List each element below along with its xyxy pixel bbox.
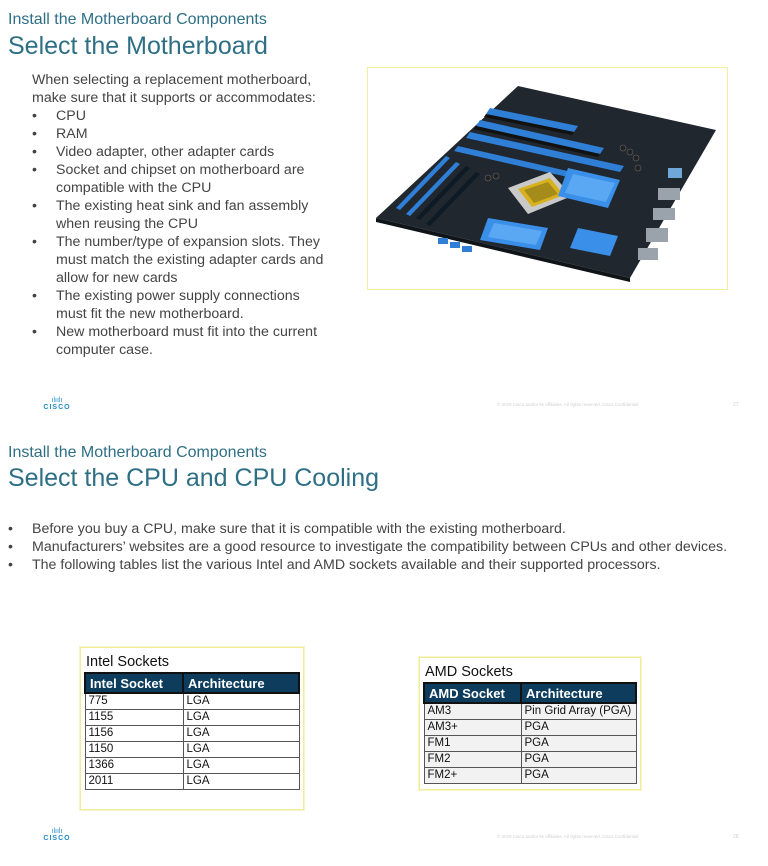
table-cell: FM1 xyxy=(424,735,521,751)
list-item: • RAM xyxy=(32,125,332,143)
list-item: • Before you buy a CPU, make sure that it is compatible with the existing motherboard. xyxy=(8,520,728,538)
amd-sockets-table xyxy=(419,657,641,790)
table-cell: LGA xyxy=(183,709,299,725)
table-row xyxy=(85,693,299,709)
table-cell: 1366 xyxy=(85,757,183,773)
table-header-row xyxy=(85,673,299,693)
copyright-text: © 2016 Cisco and/or its affiliates. All rights reserved. Cisco Confidential xyxy=(497,402,639,407)
cisco-bars-icon: ılıılı xyxy=(51,828,63,835)
bullet-list xyxy=(32,107,332,359)
table-cell: LGA xyxy=(183,693,299,709)
slide-kicker: Install the Motherboard Components xyxy=(8,444,267,461)
intel-sockets-table xyxy=(80,647,304,810)
slide-body xyxy=(32,71,332,359)
table-row xyxy=(424,751,636,767)
table-cell: AM3 xyxy=(424,703,521,719)
column-header: Intel Socket xyxy=(85,673,183,693)
table-row xyxy=(85,773,299,789)
table-row xyxy=(424,703,636,719)
table-header-row xyxy=(424,683,636,703)
table-title: AMD Sockets xyxy=(425,664,513,680)
amd-table xyxy=(423,682,637,784)
intel-table xyxy=(84,672,300,790)
table-cell: 775 xyxy=(85,693,183,709)
table-cell: AM3+ xyxy=(424,719,521,735)
slide-title: Select the Motherboard xyxy=(8,32,268,60)
table-cell: FM2+ xyxy=(424,767,521,783)
list-item: • New motherboard must fit into the current computer case. xyxy=(32,323,332,359)
cisco-wordmark: CISCO xyxy=(43,404,71,411)
list-item: • Socket and chipset on motherboard are compatible with the CPU xyxy=(32,161,332,197)
table-cell: LGA xyxy=(183,773,299,789)
list-item: • The following tables list the various Intel and AMD sockets available and their supported processors. xyxy=(8,556,728,574)
list-item: • The existing heat sink and fan assembly when reusing the CPU xyxy=(32,197,332,233)
list-item: • CPU xyxy=(32,107,332,125)
slide-title: Select the CPU and CPU Cooling xyxy=(8,464,380,492)
page-number: 28 xyxy=(733,834,739,840)
copyright-text: © 2016 Cisco and/or its affiliates. All rights reserved. Cisco Confidential xyxy=(497,834,639,839)
slide-select-motherboard xyxy=(0,0,768,432)
table-row xyxy=(85,725,299,741)
table-cell: PGA xyxy=(521,767,636,783)
page-number: 27 xyxy=(733,402,739,408)
cisco-wordmark: CISCO xyxy=(43,835,71,842)
table-cell: PGA xyxy=(521,719,636,735)
table-row xyxy=(424,767,636,783)
table-row xyxy=(85,709,299,725)
table-cell: FM2 xyxy=(424,751,521,767)
table-cell: Pin Grid Array (PGA) xyxy=(521,703,636,719)
slide-body xyxy=(8,520,728,574)
table-row xyxy=(85,757,299,773)
table-cell: PGA xyxy=(521,751,636,767)
table-cell: LGA xyxy=(183,757,299,773)
list-item: • Manufacturers’ websites are a good resource to investigate the compatibility between CPUs and other devices. xyxy=(8,538,728,556)
column-header: Architecture xyxy=(183,673,299,693)
table-cell: PGA xyxy=(521,735,636,751)
list-item: • The number/type of expansion slots. They must match the existing adapter cards and allow for new cards xyxy=(32,233,332,287)
list-item: • The existing power supply connections must fit the new motherboard. xyxy=(32,287,332,323)
column-header: AMD Socket xyxy=(424,683,521,703)
column-header: Architecture xyxy=(521,683,636,703)
table-row xyxy=(424,735,636,751)
table-cell: 1156 xyxy=(85,725,183,741)
list-item: • Video adapter, other adapter cards xyxy=(32,143,332,161)
table-title: Intel Sockets xyxy=(86,654,170,670)
table-cell: 1155 xyxy=(85,709,183,725)
cisco-logo-icon xyxy=(42,828,72,843)
cisco-logo-icon xyxy=(42,397,72,412)
table-cell: LGA xyxy=(183,725,299,741)
table-cell: LGA xyxy=(183,741,299,757)
slide-select-cpu xyxy=(0,433,768,866)
bullet-list xyxy=(8,520,728,574)
table-cell: 2011 xyxy=(85,773,183,789)
cisco-bars-icon: ılıılı xyxy=(51,397,63,404)
motherboard-illustration xyxy=(368,68,726,288)
table-cell: 1150 xyxy=(85,741,183,757)
slide-kicker: Install the Motherboard Components xyxy=(8,11,267,28)
intro-text: When selecting a replacement motherboard, make sure that it supports or accommodates: xyxy=(32,72,316,106)
table-row xyxy=(424,719,636,735)
motherboard-photo xyxy=(367,67,728,290)
table-row xyxy=(85,741,299,757)
